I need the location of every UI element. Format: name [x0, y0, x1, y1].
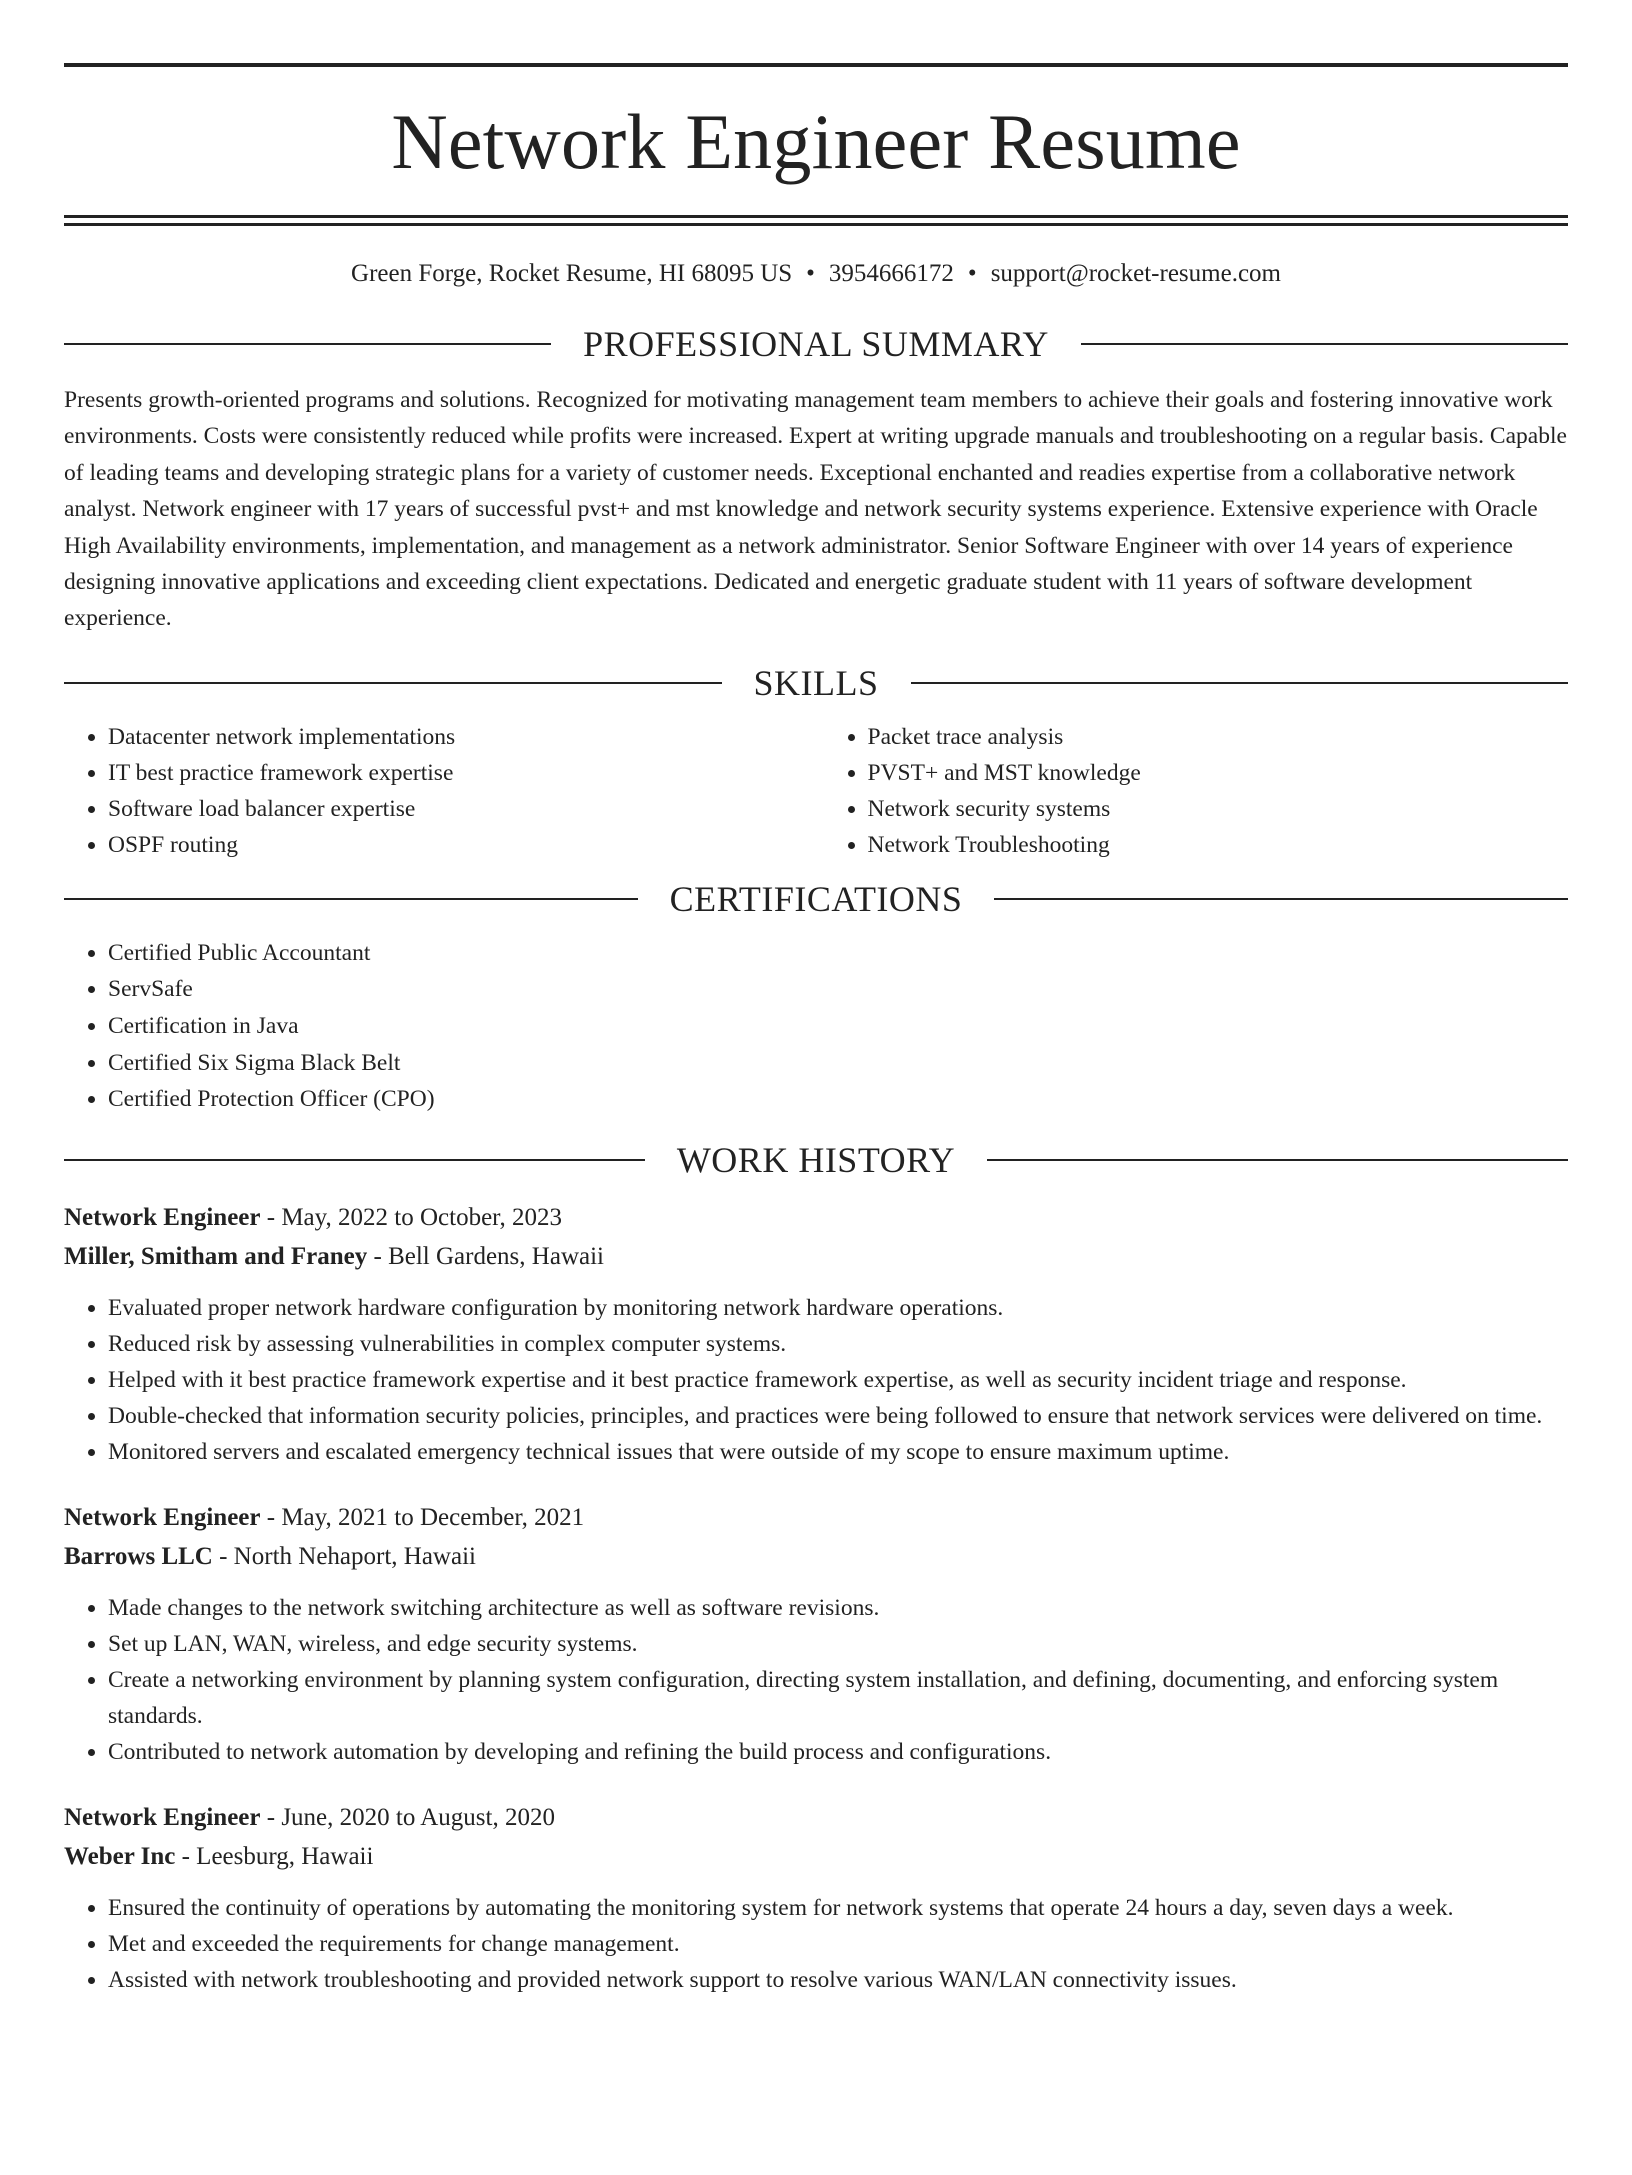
job-entry: [64, 1798, 1568, 1998]
section-divider-right: [994, 898, 1568, 900]
contact-line: [64, 259, 1568, 289]
job-company-line: [64, 1237, 1568, 1276]
job-entry: [64, 1498, 1568, 1770]
list-item: • Monitored servers and escalated emergency technical issues that were outside of my scope to ensure maximum uptime.: [108, 1434, 1568, 1470]
top-rule: [64, 63, 1568, 67]
list-item: • Helped with it best practice framework expertise and it best practice framework expertise, as well as security incident triage and response.: [108, 1362, 1568, 1398]
skills-columns: [64, 719, 1568, 863]
list-item: • Packet trace analysis: [868, 719, 1569, 755]
contact-address: Green Forge, Rocket Resume, HI 68095 US: [351, 260, 793, 287]
list-item: • Made changes to the network switching architecture as well as software revisions.: [108, 1590, 1568, 1626]
work-heading: WORK HISTORY: [676, 1139, 956, 1180]
section-divider-right: [1081, 343, 1568, 345]
section-divider-left: [64, 898, 638, 900]
list-item: • Set up LAN, WAN, wireless, and edge security systems.: [108, 1626, 1568, 1662]
job-dates: - May, 2021 to December, 2021: [260, 1503, 585, 1531]
job-bullets: [64, 1290, 1568, 1470]
summary-section-header: [64, 326, 1568, 362]
job-company: Barrows LLC: [64, 1542, 213, 1570]
job-location: - Bell Gardens, Hawaii: [367, 1242, 604, 1270]
list-item: • Ensured the continuity of operations by automating the monitoring system for network systems that operate 24 hours a day, seven days a week.: [108, 1890, 1568, 1926]
list-item: • Contributed to network automation by developing and refining the build process and configurations.: [108, 1734, 1568, 1770]
section-divider-left: [64, 343, 551, 345]
section-divider-right: [911, 682, 1569, 684]
summary-heading: PROFESSIONAL SUMMARY: [583, 324, 1049, 364]
list-item: • Double-checked that information security policies, principles, and practices were being followed to ensure that network services were delivered on time.: [108, 1398, 1568, 1434]
job-title: Network Engineer: [64, 1803, 261, 1831]
skills-heading: SKILLS: [753, 662, 879, 703]
contact-phone: 3954666172: [828, 260, 954, 287]
list-item: • OSPF routing: [108, 827, 809, 863]
list-item: • Network security systems: [868, 791, 1569, 827]
list-item: • Certified Public Accountant: [108, 935, 1568, 972]
certifications-list: [64, 935, 1568, 1118]
certifications-heading: CERTIFICATIONS: [669, 878, 963, 919]
list-item: • Reduced risk by assessing vulnerabilities in complex computer systems.: [108, 1326, 1568, 1362]
list-item: • PVST+ and MST knowledge: [868, 755, 1569, 791]
job-title-line: [64, 1198, 1568, 1237]
summary-text: Presents growth-oriented programs and solutions. Recognized for motivating management team members to achieve their goals and fostering innovative work environments. Costs were consistently reduced while profits were increased. Expert at writing upgrade manuals and troubleshooting on a regular basis. Capable of leading teams and developing strategic plans for a variety of customer needs. Exceptional enchanted and readies expertise from a collaborative network analyst. Network engineer with 17 years of successful pvst+ and mst knowledge and network security systems experience. Extensive experience with Oracle High Availability environments, implementation, and management as a network administrator. Senior Software Engineer with over 14 years of experience designing innovative applications and exceeding client expectations. Dedicated and energetic graduate student with 11 years of software development experience.: [64, 387, 1567, 632]
job-entry: [64, 1198, 1568, 1470]
job-title-line: [64, 1798, 1568, 1837]
list-item: • Software load balancer expertise: [108, 791, 809, 827]
work-section-header: [64, 1139, 1568, 1180]
list-item: • Certification in Java: [108, 1008, 1568, 1045]
job-location: - North Nehaport, Hawaii: [212, 1542, 476, 1570]
contact-separator: •: [806, 260, 815, 287]
job-dates: - May, 2022 to October, 2023: [260, 1203, 562, 1231]
job-company: Weber Inc: [64, 1842, 176, 1870]
job-title-line: [64, 1498, 1568, 1537]
title-double-rule: [64, 215, 1568, 226]
job-company-line: [64, 1837, 1568, 1876]
list-item: • Evaluated proper network hardware configuration by monitoring network hardware operations.: [108, 1290, 1568, 1326]
section-divider-left: [64, 1159, 645, 1161]
list-item: • ServSafe: [108, 971, 1568, 1008]
section-divider-left: [64, 682, 722, 684]
list-item: • Met and exceeded the requirements for change management.: [108, 1926, 1568, 1962]
list-item: • Certified Protection Officer (CPO): [108, 1081, 1568, 1118]
job-title: Network Engineer: [64, 1503, 261, 1531]
list-item: • Create a networking environment by planning system configuration, directing system installation, and defining, documenting, and enforcing system standards.: [108, 1662, 1568, 1734]
list-item: • Network Troubleshooting: [868, 827, 1569, 863]
list-item: • Datacenter network implementations: [108, 719, 809, 755]
list-item: • Assisted with network troubleshooting and provided network support to resolve various WAN/LAN connectivity issues.: [108, 1962, 1568, 1998]
list-item: • Certified Six Sigma Black Belt: [108, 1045, 1568, 1082]
job-company: Miller, Smitham and Franey: [64, 1242, 368, 1270]
resume-title: Network Engineer Resume: [391, 98, 1241, 185]
contact-email: support@rocket-resume.com: [990, 260, 1281, 287]
job-dates: - June, 2020 to August, 2020: [260, 1803, 555, 1831]
job-bullets: [64, 1590, 1568, 1770]
contact-separator: •: [967, 260, 977, 287]
job-title: Network Engineer: [64, 1203, 261, 1231]
resume-page: [0, 63, 1632, 2175]
job-location: - Leesburg, Hawaii: [175, 1842, 374, 1870]
skills-list-right: [809, 719, 1569, 863]
job-bullets: [64, 1890, 1568, 1998]
certifications-section-header: [64, 878, 1568, 919]
skills-list-left: [64, 719, 809, 863]
job-company-line: [64, 1537, 1568, 1576]
section-divider-right: [987, 1159, 1568, 1161]
skills-section-header: [64, 662, 1568, 703]
list-item: • IT best practice framework expertise: [108, 755, 809, 791]
